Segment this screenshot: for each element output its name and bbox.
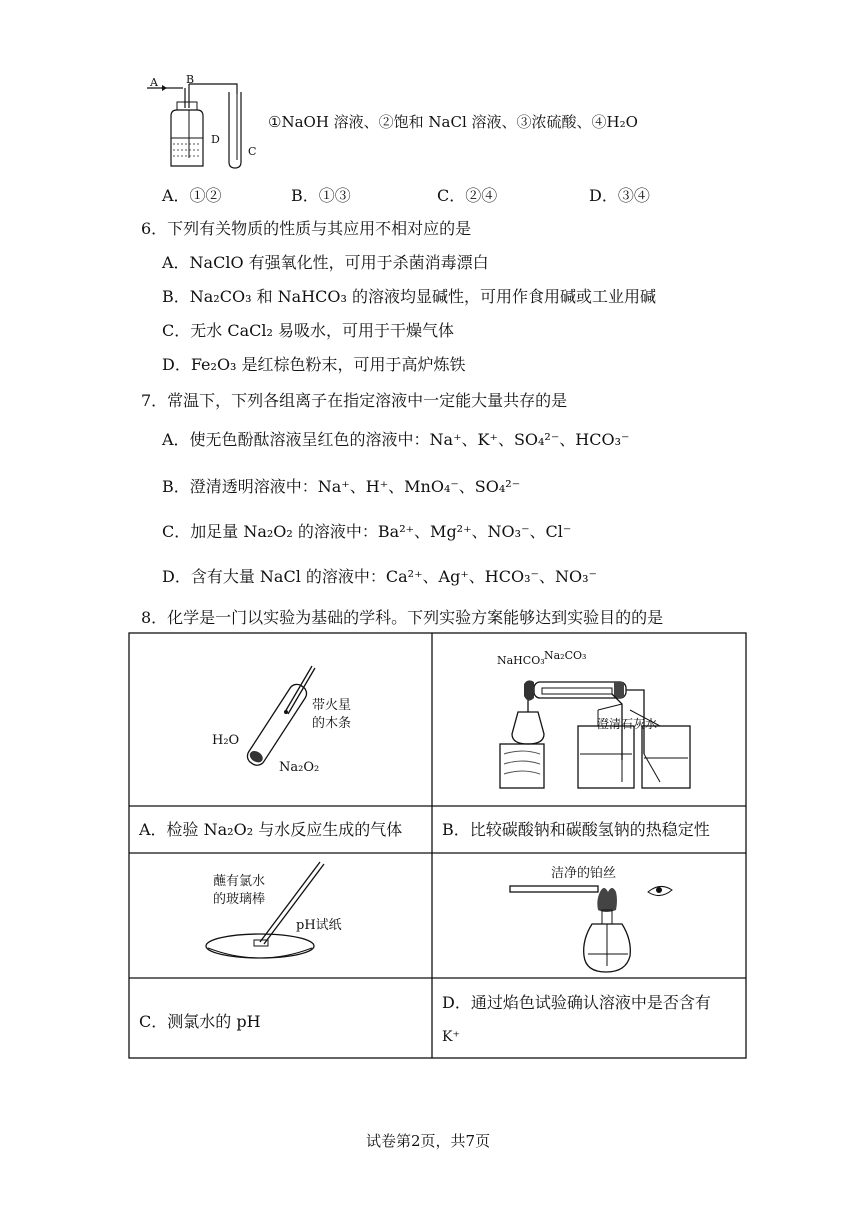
diagram-b-thermal-setup: [494, 664, 694, 794]
caption-c: C．测氯水的 pH: [139, 1012, 261, 1031]
limewater-label: 澄清石灰水: [597, 717, 658, 731]
q7-option-d: D．含有大量 NaCl 的溶液中：Ca²⁺、Ag⁺、HCO₃⁻、NO₃⁻: [162, 567, 597, 586]
label-d: D: [211, 133, 220, 146]
q7-option-b: B．澄清透明溶液中：Na⁺、H⁺、MnO₄⁻、SO₄²⁻: [162, 477, 521, 496]
q5-option-c: C．②④: [437, 186, 498, 205]
diagram-d-flame-test: [506, 880, 686, 976]
q6-stem: 6．下列有关物质的性质与其应用不相对应的是: [141, 219, 472, 238]
q5-option-b: B．①③: [291, 186, 351, 205]
page-footer: 试卷第2页，共7页: [366, 1132, 491, 1150]
caption-a: A．检验 Na₂O₂ 与水反应生成的气体: [139, 820, 403, 839]
q6-option-b: B．Na₂CO₃ 和 NaHCO₃ 的溶液均显碱性，可用作食用碱或工业用碱: [162, 287, 657, 306]
wire-label: 洁净的铂丝: [551, 866, 617, 881]
peroxide-label: Na₂O₂: [279, 760, 320, 775]
nahco3-label: NaHCO₃: [497, 654, 545, 667]
q5-option-a: A．①②: [162, 186, 222, 205]
q7-stem: 7．常温下，下列各组离子在指定溶液中一定能大量共存的是: [141, 391, 568, 410]
gas-wash-apparatus-diagram: [145, 72, 265, 172]
rod-label-2: 的玻璃棒: [213, 892, 266, 907]
label-b: B: [186, 73, 195, 86]
label-a: A: [150, 76, 158, 89]
q7-option-a: A．使无色酚酞溶液呈红色的溶液中：Na⁺、K⁺、SO₄²⁻、HCO₃⁻: [162, 430, 630, 449]
ph-paper-label: pH试纸: [296, 918, 342, 933]
q6-option-d: D．Fe₂O₃ 是红棕色粉末，可用于高炉炼铁: [162, 355, 466, 374]
na2co3-label: Na₂CO₃: [544, 649, 587, 662]
q5-option-d: D．③④: [589, 186, 650, 205]
caption-d-line1: D．通过焰色试验确认溶液中是否含有: [442, 993, 711, 1012]
splint-label-1: 带火星: [312, 698, 352, 713]
water-label: H₂O: [212, 733, 240, 748]
splint-label-2: 的木条: [312, 716, 352, 731]
caption-b: B．比较碳酸钠和碳酸氢钠的热稳定性: [442, 820, 710, 839]
label-c: C: [248, 145, 257, 158]
q7-option-c: C．加足量 Na₂O₂ 的溶液中：Ba²⁺、Mg²⁺、NO₃⁻、Cl⁻: [162, 522, 572, 541]
rod-label-1: 蘸有氯水: [213, 874, 266, 889]
q6-option-c: C．无水 CaCl₂ 易吸水，可用于干燥气体: [162, 321, 454, 340]
caption-d-line2: K⁺: [442, 1029, 460, 1045]
q6-option-a: A．NaClO 有强氧化性，可用于杀菌消毒漂白: [162, 253, 489, 272]
q5-reagents: ①NaOH 溶液、②饱和 NaCl 溶液、③浓硫酸、④H₂O: [268, 113, 638, 131]
q8-stem: 8．化学是一门以实验为基础的学科。下列实验方案能够达到实验目的的是: [141, 608, 664, 627]
